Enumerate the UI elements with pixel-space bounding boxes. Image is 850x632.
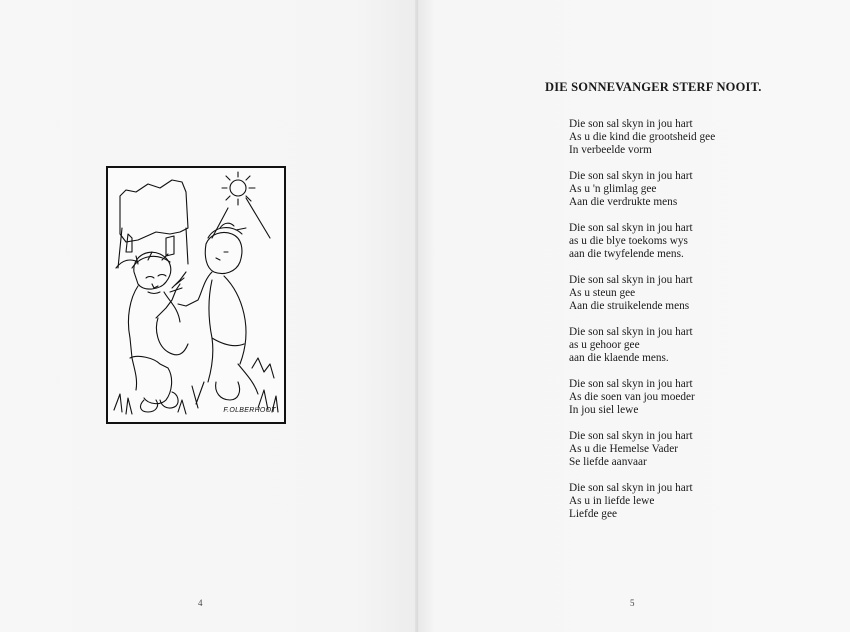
poem-line: Aan die verdrukte mens: [569, 196, 678, 208]
poem-body: [569, 118, 715, 534]
poem-line: Die son sal skyn in jou hart: [569, 326, 693, 338]
poem-title: DIE SONNEVANGER STERF NOOIT.: [545, 80, 762, 94]
drawing-icon: [108, 168, 284, 422]
poem-line: As die soen van jou moeder: [569, 391, 695, 403]
poem-line: Die son sal skyn in jou hart: [569, 118, 693, 130]
left-page: [0, 0, 418, 632]
poem-line: Die son sal skyn in jou hart: [569, 222, 693, 234]
page-number-left: 4: [198, 598, 203, 608]
poem-line: Die son sal skyn in jou hart: [569, 378, 693, 390]
poem-line: In verbeelde vorm: [569, 144, 652, 156]
stanza: [569, 378, 715, 417]
stanza: [569, 274, 715, 313]
poem-line: Liefde gee: [569, 508, 617, 520]
poem-line: as u die blye toekoms wys: [569, 235, 688, 247]
poem-line: Aan die struikelende mens: [569, 300, 690, 312]
stanza: [569, 430, 715, 469]
poem-line: Die son sal skyn in jou hart: [569, 430, 693, 442]
stanza: [569, 118, 715, 157]
poem-line: Die son sal skyn in jou hart: [569, 170, 693, 182]
poem-line: As u in liefde lewe: [569, 495, 655, 507]
poem-line: As u steun gee: [569, 287, 636, 299]
poem-line: as u gehoor gee: [569, 339, 640, 351]
stanza: [569, 482, 715, 521]
artist-signature: F.OLBERHOOT: [223, 407, 276, 414]
poem-line: Se liefde aanvaar: [569, 456, 647, 468]
poem-line: aan die twyfelende mens.: [569, 248, 684, 260]
poem-line: aan die klaende mens.: [569, 352, 669, 364]
poem-line: As u die kind die grootsheid gee: [569, 131, 716, 143]
stanza: [569, 222, 715, 261]
page-number-right: 5: [630, 598, 635, 608]
stanza: [569, 326, 715, 365]
poem-line: Die son sal skyn in jou hart: [569, 274, 693, 286]
poem-line: In jou siel lewe: [569, 404, 639, 416]
poem-line: As u 'n glimlag gee: [569, 183, 657, 195]
poem-line: As u die Hemelse Vader: [569, 443, 678, 455]
poem-line: Die son sal skyn in jou hart: [569, 482, 693, 494]
illustration: [106, 166, 286, 424]
stanza: [569, 170, 715, 209]
